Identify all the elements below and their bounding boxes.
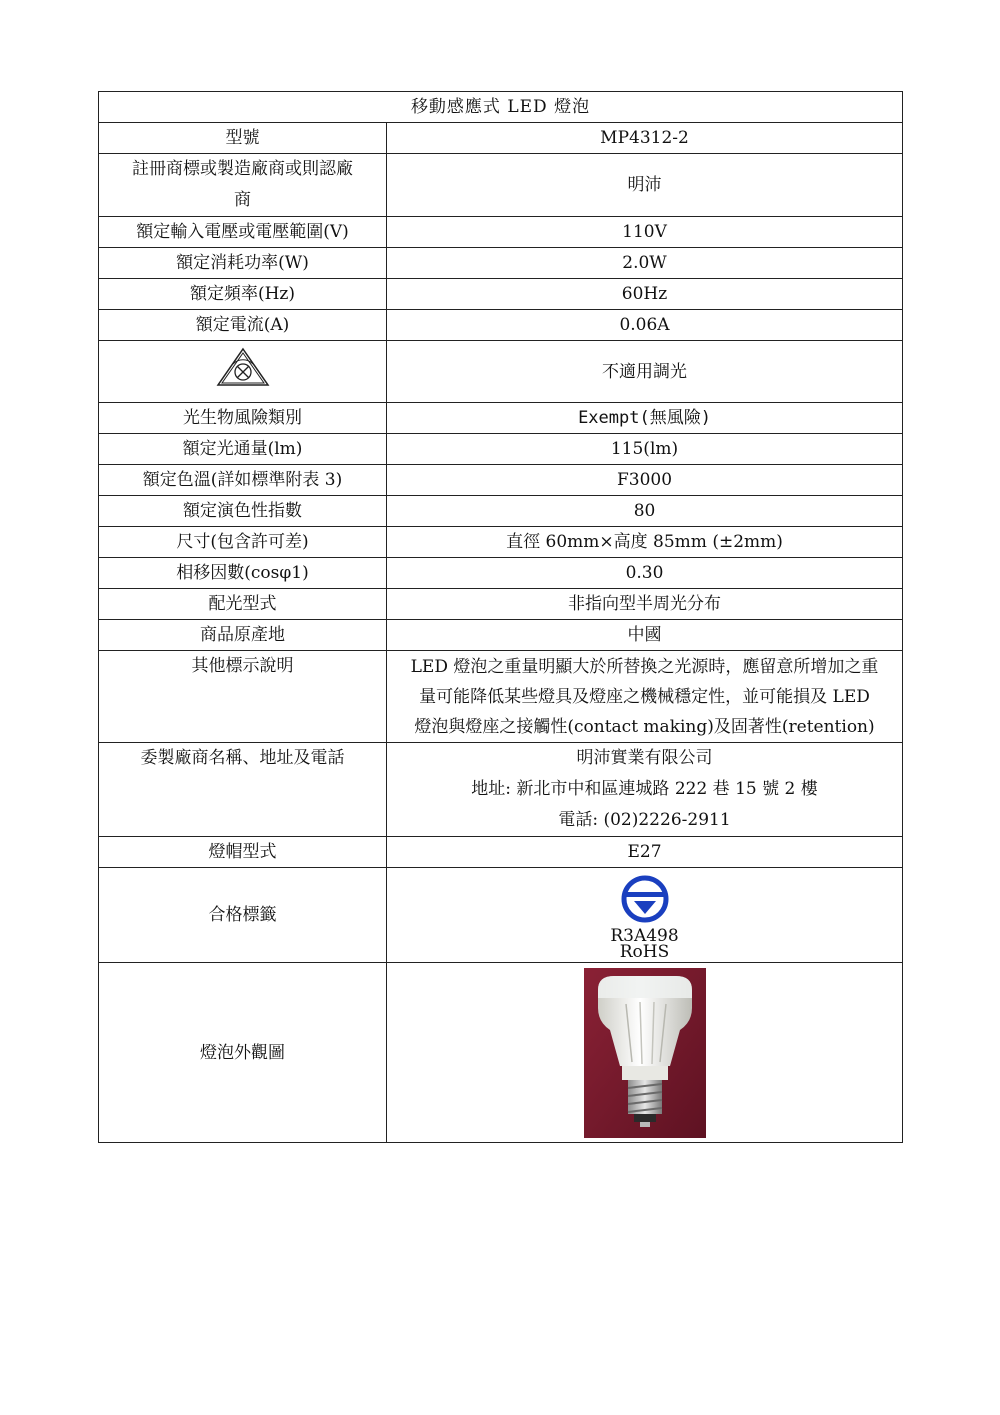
label-cert: 合格標籤 [99,868,387,963]
manufacturer-address: 地址: 新北市中和區連城路 222 巷 15 號 2 樓 [471,779,818,799]
row-other [99,651,903,743]
led-bulb-photo [584,968,706,1138]
label-cri: 額定演色性指數 [99,496,387,527]
label-model: 型號 [99,123,387,154]
label-cct: 額定色溫(詳如標準附表 3) [99,465,387,496]
label-frequency: 額定頻率(Hz) [99,279,387,310]
cert-cell [387,868,903,963]
other-line-2: 量可能降低某些燈具及燈座之機械穩定性，並可能損及 LED [419,686,870,707]
value-model: MP4312-2 [387,123,903,154]
value-base: E27 [387,837,903,868]
value-power: 2.0W [387,248,903,279]
cert-rohs: RoHS [619,942,670,962]
row-origin [99,620,903,651]
value-flux: 115(lm) [387,434,903,465]
label-other: 其他標示說明 [99,651,387,743]
label-power: 額定消耗功率(W) [99,248,387,279]
row-cert [99,868,903,963]
spec-table [98,91,903,1143]
label-brand-line2: 商 [234,190,251,210]
label-photo: 燈泡外觀圖 [99,963,387,1143]
no-dimming-symbol-icon [215,346,271,388]
value-manufacturer [387,743,903,837]
value-current: 0.06A [387,310,903,341]
label-brand [99,154,387,217]
cert-code: R3A498 [610,926,679,946]
other-line-3: 燈泡與燈座之接觸性(contact making)及固著性(retention) [414,716,875,737]
row-flux [99,434,903,465]
table-title: 移動感應式 LED 燈泡 [99,92,903,123]
row-size [99,527,903,558]
label-current: 額定電流(A) [99,310,387,341]
label-flux: 額定光通量(lm) [99,434,387,465]
value-other [387,651,903,743]
value-frequency: 60Hz [387,279,903,310]
row-brand [99,154,903,217]
row-dimming [99,341,903,403]
label-origin: 商品原產地 [99,620,387,651]
row-base [99,837,903,868]
value-origin: 中國 [387,620,903,651]
value-voltage: 110V [387,217,903,248]
row-cct [99,465,903,496]
photo-cell [387,963,903,1143]
label-manufacturer: 委製廠商名稱、地址及電話 [99,743,387,837]
row-distribution [99,589,903,620]
value-dimming: 不適用調光 [387,341,903,403]
label-pf: 相移因數(cosφ1) [99,558,387,589]
row-frequency [99,279,903,310]
value-size: 直徑 60mm×高度 85mm (±2mm) [387,527,903,558]
value-brand: 明沛 [387,154,903,217]
label-base: 燈帽型式 [99,837,387,868]
label-photobio: 光生物風險類別 [99,403,387,434]
label-voltage: 額定輸入電壓或電壓範圍(V) [99,217,387,248]
row-cri [99,496,903,527]
row-power [99,248,903,279]
row-pf [99,558,903,589]
cert-mark [391,868,898,962]
row-manufacturer [99,743,903,837]
row-model [99,123,903,154]
label-brand-line1: 註冊商標或製造廠商或則認廠 [132,159,353,179]
other-line-1: LED 燈泡之重量明顯大於所替換之光源時，應留意所增加之重 [410,656,879,677]
row-current [99,310,903,341]
label-distribution: 配光型式 [99,589,387,620]
manufacturer-phone: 電話: (02)2226-2911 [558,810,731,830]
value-cct: F3000 [387,465,903,496]
value-photobio: Exempt(無風險) [387,403,903,434]
manufacturer-name: 明沛實業有限公司 [576,748,713,768]
row-voltage [99,217,903,248]
value-cri: 80 [387,496,903,527]
bsmi-mark-icon [620,874,670,924]
value-pf: 0.30 [387,558,903,589]
row-photo [99,963,903,1143]
label-size: 尺寸(包含許可差) [99,527,387,558]
value-distribution: 非指向型半周光分布 [387,589,903,620]
dimming-symbol-cell [99,341,387,403]
row-photobio [99,403,903,434]
